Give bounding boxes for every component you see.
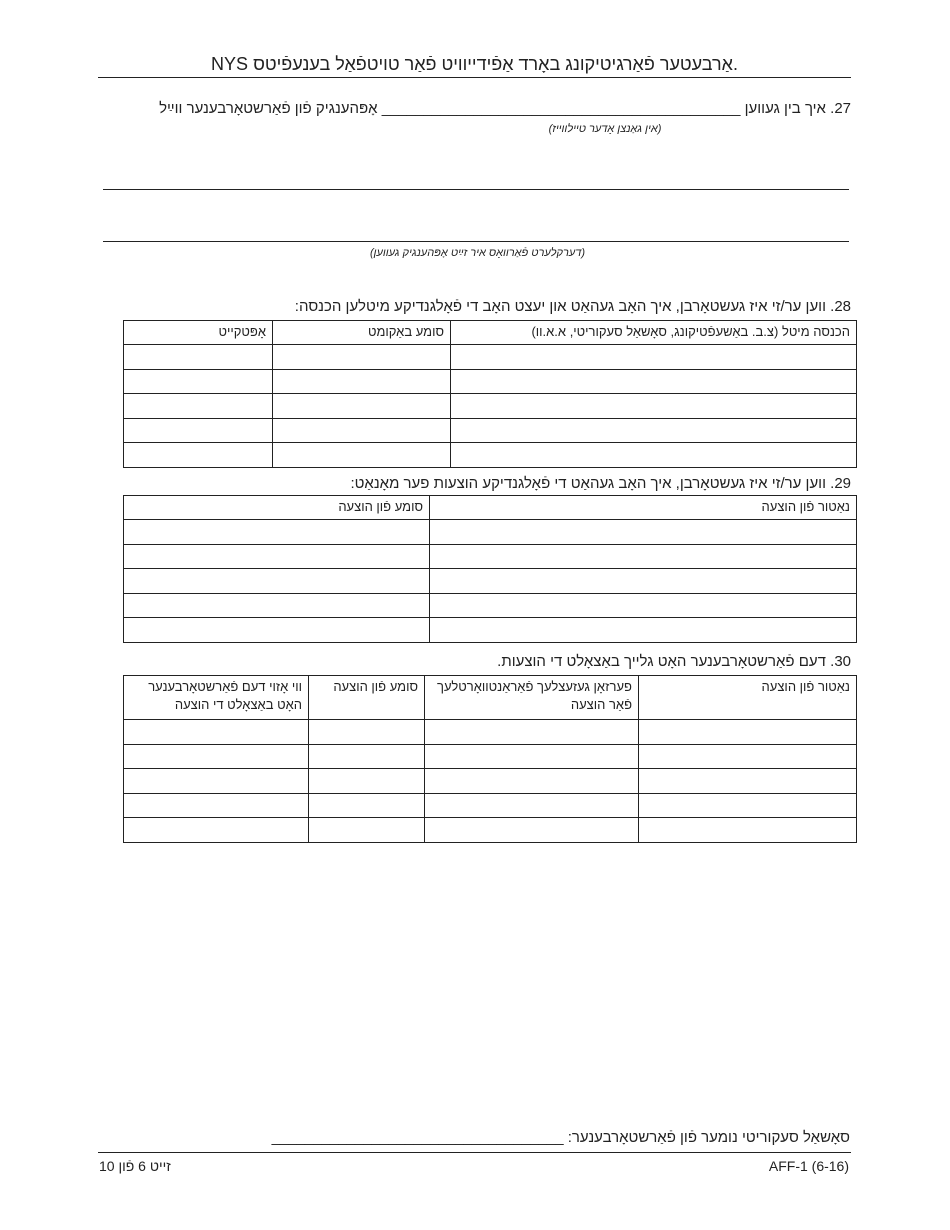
- form-title: NYS אַרבעטער פֿאַרגיטיקונג באָרד אַפֿידייוויט פֿאַר טויטפֿאַל בענעפֿיטס.: [211, 54, 738, 74]
- q28-text: 28. ווען ער/זי איז געשטאָרבן, איך האָב געהאַט און יעצט האָב די פֿאָלגנדיקע מיטלען הכנסה:: [294, 298, 851, 315]
- paid-expenses-cell[interactable]: [639, 720, 857, 745]
- expenses-header-nature: נאַטור פֿון הוצעה: [430, 496, 857, 520]
- income-cell[interactable]: [124, 345, 273, 370]
- income-cell[interactable]: [273, 418, 451, 443]
- paid-expenses-cell[interactable]: [124, 720, 309, 745]
- paid-expenses-cell[interactable]: [425, 720, 639, 745]
- q30-text: 30. דעם פֿאַרשטאָרבענער האָט גלייך באַצאָלט די הוצעות.: [497, 653, 851, 670]
- expenses-cell[interactable]: [430, 618, 857, 643]
- ssn-field[interactable]: סאָשאַל סעקוריטי נומער פֿון פֿאַרשטאָרבענער: ___________________________________: [271, 1129, 850, 1146]
- q27-answer-line-1[interactable]: [103, 189, 849, 190]
- q29-text: 29. ווען ער/זי איז געשטאָרבן, איך האָב געהאַט די פֿאָלגנדיקע הוצעות פער מאָנאַט:: [350, 475, 851, 492]
- income-cell[interactable]: [451, 394, 857, 419]
- income-cell[interactable]: [451, 369, 857, 394]
- income-cell[interactable]: [273, 345, 451, 370]
- paid-expenses-cell[interactable]: [425, 769, 639, 794]
- income-header-source: הכנסה מיטל (צ.ב. באַשעפֿטיקונג, סאָשאַל סעקוריטי, א.א.וו): [451, 321, 857, 345]
- paid-expenses-row: [124, 769, 857, 794]
- expenses-table: [123, 495, 857, 643]
- expenses-cell[interactable]: [430, 544, 857, 569]
- paid-expenses-row: [124, 720, 857, 745]
- paid-expenses-cell[interactable]: [425, 744, 639, 769]
- income-header-amount: סומע באַקומט: [273, 321, 451, 345]
- income-row: [124, 345, 857, 370]
- expenses-cell[interactable]: [430, 569, 857, 594]
- form-id: AFF-1 (6-16): [768, 1158, 849, 1174]
- income-cell[interactable]: [124, 369, 273, 394]
- paid-expenses-row: [124, 793, 857, 818]
- income-header-frequency: אָפּטקייט: [124, 321, 273, 345]
- expenses-cell[interactable]: [124, 544, 430, 569]
- income-cell[interactable]: [273, 369, 451, 394]
- expenses-cell[interactable]: [124, 593, 430, 618]
- paid-expenses-row: [124, 744, 857, 769]
- paid-expenses-cell[interactable]: [124, 793, 309, 818]
- paid-expenses-cell[interactable]: [639, 818, 857, 843]
- paid-expenses-cell[interactable]: [124, 818, 309, 843]
- income-row: [124, 369, 857, 394]
- income-cell[interactable]: [273, 394, 451, 419]
- income-cell[interactable]: [451, 345, 857, 370]
- paid-header-method: ווי אָזוי דעם פֿאַרשטאָרבענער האָט באַצאָלט די הוצעה: [124, 676, 309, 720]
- income-cell[interactable]: [124, 418, 273, 443]
- expenses-row: [124, 544, 857, 569]
- paid-expenses-cell[interactable]: [309, 769, 425, 794]
- footer-rule: [98, 1152, 851, 1153]
- paid-expenses-cell[interactable]: [124, 769, 309, 794]
- paid-header-responsible: פערזאָן געזעצלעך פֿאַראַנטוואָרטלעך פֿאַר הוצעה: [425, 676, 639, 720]
- paid-expenses-cell[interactable]: [124, 744, 309, 769]
- income-cell[interactable]: [451, 418, 857, 443]
- expenses-cell[interactable]: [430, 593, 857, 618]
- income-cell[interactable]: [124, 443, 273, 468]
- expenses-row: [124, 618, 857, 643]
- expenses-row: [124, 593, 857, 618]
- paid-expenses-row: [124, 818, 857, 843]
- income-cell[interactable]: [124, 394, 273, 419]
- paid-expenses-cell[interactable]: [425, 793, 639, 818]
- expenses-cell[interactable]: [124, 618, 430, 643]
- header-rule: [98, 77, 851, 78]
- expenses-cell[interactable]: [430, 520, 857, 545]
- income-row: [124, 394, 857, 419]
- paid-expenses-cell[interactable]: [639, 744, 857, 769]
- paid-expenses-cell[interactable]: [309, 818, 425, 843]
- paid-expenses-cell[interactable]: [309, 720, 425, 745]
- income-cell[interactable]: [451, 443, 857, 468]
- income-row: [124, 443, 857, 468]
- income-cell[interactable]: [273, 443, 451, 468]
- paid-expenses-cell[interactable]: [639, 793, 857, 818]
- paid-header-nature: נאַטור פֿון הוצעה: [639, 676, 857, 720]
- paid-header-amount: סומע פֿון הוצעה: [309, 676, 425, 720]
- paid-expenses-cell[interactable]: [309, 793, 425, 818]
- income-table: [123, 320, 857, 468]
- paid-expenses-cell[interactable]: [639, 769, 857, 794]
- expenses-row: [124, 520, 857, 545]
- paid-expenses-cell[interactable]: [309, 744, 425, 769]
- paid-expenses-cell[interactable]: [425, 818, 639, 843]
- expenses-cell[interactable]: [124, 520, 430, 545]
- expenses-cell[interactable]: [124, 569, 430, 594]
- q27-text: 27. איך בין געווען ___________________________________________ אָפּהענגיק פֿון פֿאַרשטאָרבענער ווײַל: [159, 100, 851, 117]
- q27-explain-note: (דערקלערט פֿאַרוואָס איר זײַט אָפּהענגיק געווען): [369, 247, 586, 259]
- q27-answer-line-2[interactable]: [103, 241, 849, 242]
- page-number: זייט 6 פֿון 10: [99, 1158, 171, 1174]
- q27-note: (אין גאַנצן אָדער טיילווייז): [548, 123, 662, 135]
- expenses-header-amount: סומע פֿון הוצעה: [124, 496, 430, 520]
- paid-expenses-table: [123, 675, 857, 843]
- expenses-row: [124, 569, 857, 594]
- income-row: [124, 418, 857, 443]
